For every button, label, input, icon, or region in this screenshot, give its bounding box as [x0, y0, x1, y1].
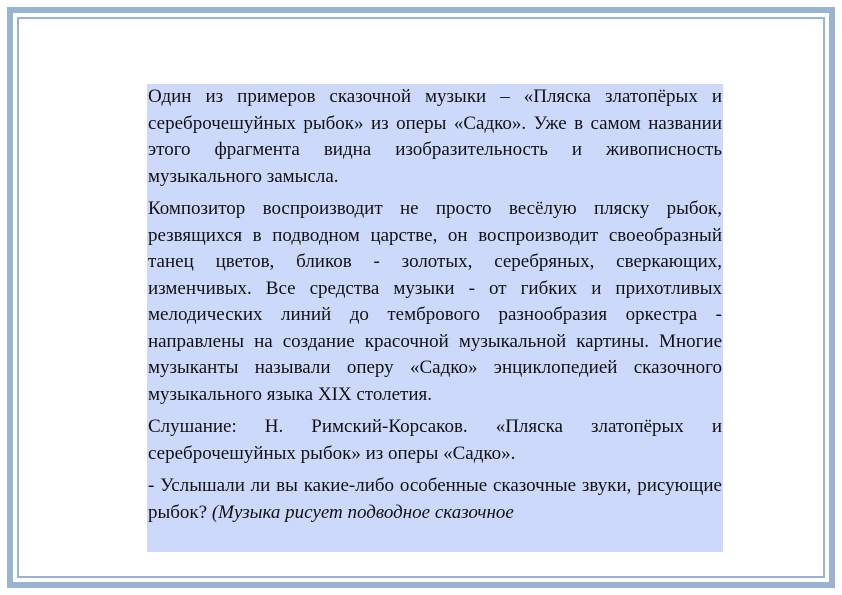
question-text: - Услышали ли вы какие-либо особенные сказочные звуки, рисующие рыбок?: [148, 475, 722, 523]
paragraph-question: [148, 473, 722, 526]
paragraph-composer: Композитор воспроизводит не просто весёлую пляску рыбок, резвящихся в подводном царстве, он воспроизводит своеобразный танец цветов, бликов - золотых, серебряных, сверкающих, изменчивых. Все средства музыки - от гибких и прихотливых мелодических линий до тембрового разнообразия оркестра - направлены на создание красочной музыкальной картины. Многие музыканты называли оперу «Садко» энциклопедией сказочного музыкального языка XIX столетия.: [148, 198, 722, 405]
paragraph-listening: Слушание: Н. Римский-Корсаков. «Пляска златопёрых и сереброчешуйных рыбок» из оперы «Садко».: [148, 416, 722, 464]
paragraph-intro: Один из примеров сказочной музыки – «Пляска златопёрых и сереброчешуйных рыбок» из оперы «Садко». Уже в самом названии этого фрагмента видна изобразительность и живописность музыкального замысла.: [148, 86, 722, 187]
slide-text-box: [147, 84, 723, 552]
question-answer-italic: (Музыка рисует подводное сказочное: [211, 501, 514, 523]
